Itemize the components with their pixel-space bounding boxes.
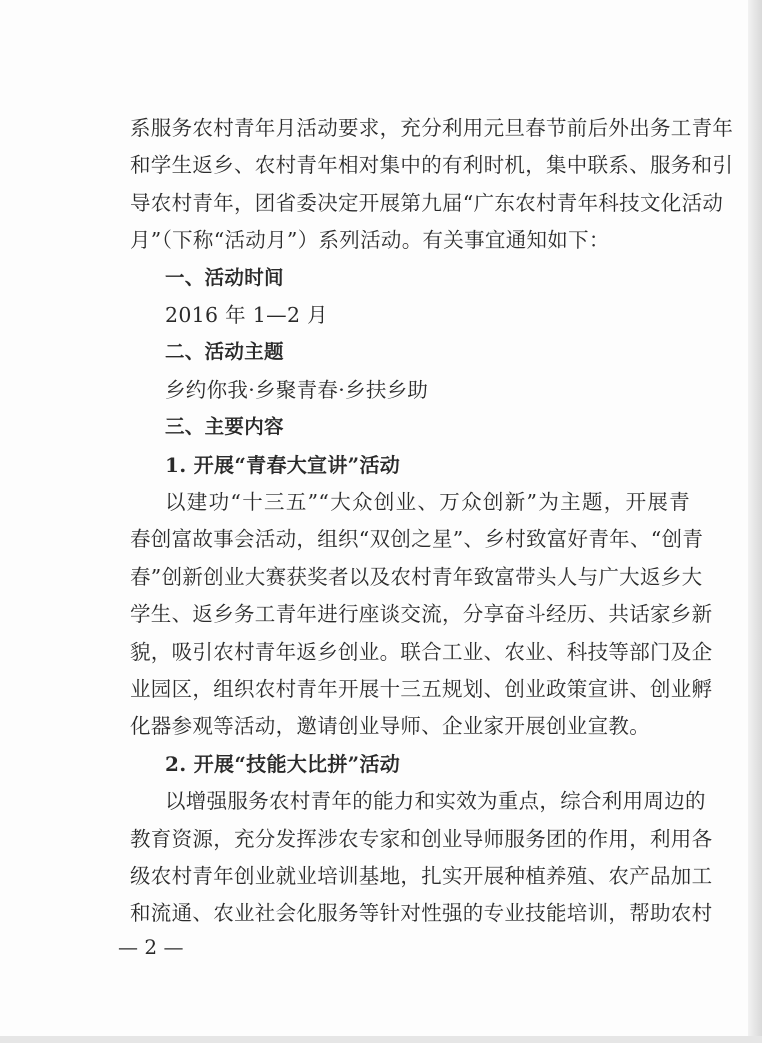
intro-line-1: 系服务农村青年月活动要求，充分利用元旦春节前后外出务工青年 <box>130 116 734 140</box>
item2-title: 2. 开展“技能大比拼”活动 <box>165 751 401 776</box>
scan-edge-bottom <box>0 1036 762 1043</box>
item2-line-2: 教育资源，充分发挥涉农专家和创业导师服务团的作用，利用各 <box>130 826 713 851</box>
section-theme-heading: 二、活动主题 <box>165 340 284 364</box>
scan-edge-right <box>748 0 762 1043</box>
section-time-content: 2016 年 1—2 月 <box>165 303 328 327</box>
item1-line-7: 化器参观等活动，邀请创业导师、企业家开展创业宣教。 <box>130 714 650 739</box>
item1-line-5: 貌，吸引农村青年返乡创业。联合工业、农业、科技等部门及企 <box>130 639 713 664</box>
item1-line-1: 以建功“十三五”“大众创业、万众创新”为主题，开展青 <box>165 490 690 514</box>
section-time-heading: 一、活动时间 <box>165 265 284 289</box>
item1-title: 1. 开展“青春大宣讲”活动 <box>165 452 401 477</box>
intro-line-4: 月”（下称“活动月”）系列活动。有关事宜通知如下： <box>130 228 610 253</box>
page-number: — 2 — <box>118 935 184 959</box>
section-content-heading: 三、主要内容 <box>165 415 284 439</box>
item2-line-3: 级农村青年创业就业培训基地，扎实开展种植养殖、农产品加工 <box>130 864 713 888</box>
item1-line-3: 春”创新创业大赛获奖者以及农村青年致富带头人与广大返乡大 <box>130 564 703 589</box>
section-theme-content: 乡约你我·乡聚青春·乡扶乡助 <box>165 377 429 402</box>
item2-line-1: 以增强服务农村青年的能力和实效为重点，综合利用周边的 <box>165 789 706 814</box>
item1-line-2: 春创富故事会活动，组织“双创之星”、乡村致富好青年、“创青 <box>130 527 704 552</box>
item1-line-4: 学生、返乡务工青年进行座谈交流，分享奋斗经历、共话家乡新 <box>130 602 713 627</box>
item2-line-4: 和流通、农业社会化服务等针对性强的专业技能培训，帮助农村 <box>130 901 713 926</box>
intro-line-3: 导农村青年，团省委决定开展第九届“广东农村青年科技文化活动 <box>130 190 724 215</box>
intro-line-2: 和学生返乡、农村青年相对集中的有利时机，集中联系、服务和引 <box>130 153 734 178</box>
item1-line-6: 业园区，组织农村青年开展十三五规划、创业政策宣讲、创业孵 <box>130 677 713 701</box>
